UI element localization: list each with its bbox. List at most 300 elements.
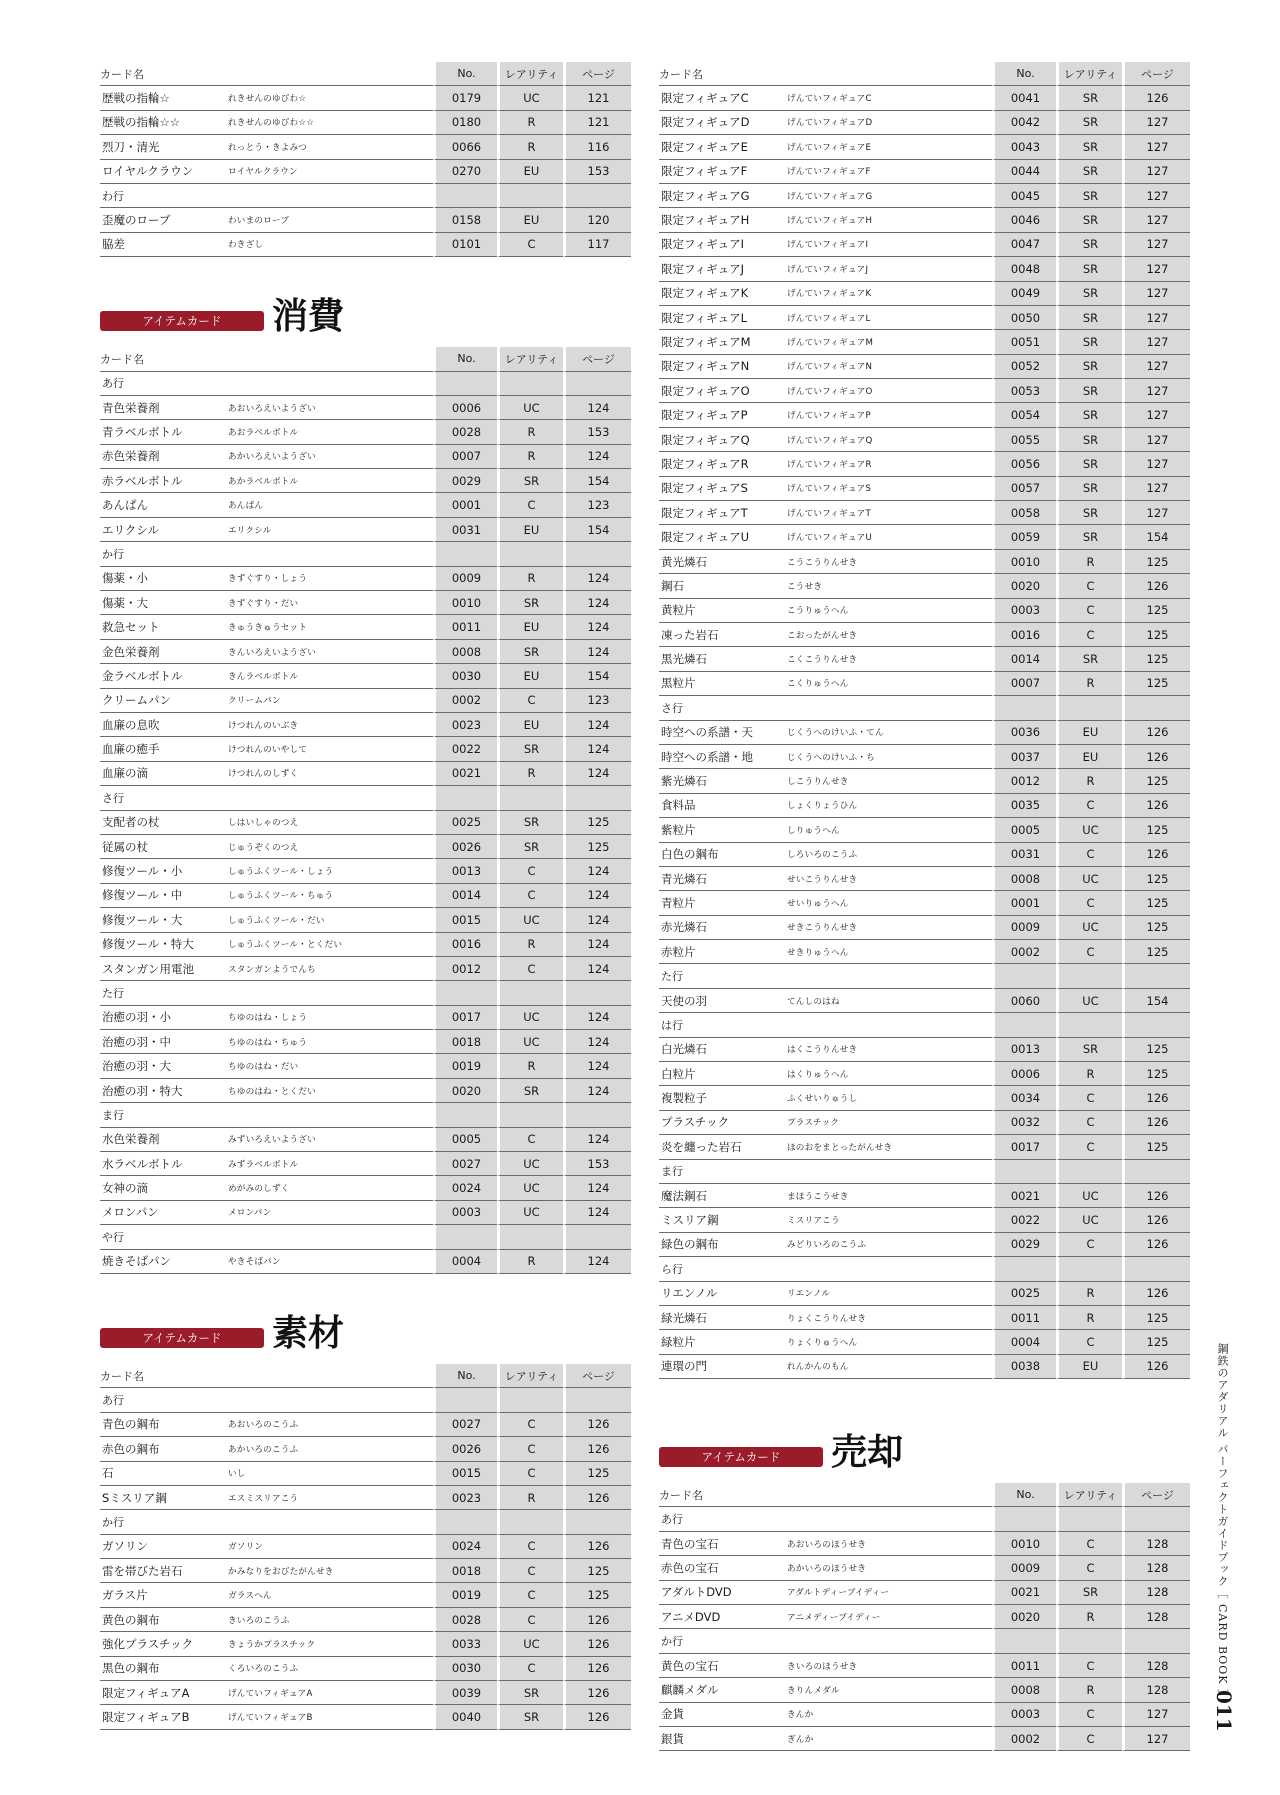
card-kana: エリクシル	[226, 518, 433, 542]
card-name: 従属の杖	[100, 835, 226, 859]
card-kana: げんていフィギュアJ	[785, 257, 992, 281]
card-no: 0042	[992, 111, 1056, 135]
card-name: 限定フィギュアQ	[659, 428, 785, 452]
card-name: 時空への系譜・地	[659, 745, 785, 769]
card-page: 127	[1122, 306, 1190, 330]
card-name: 血廉の滴	[100, 762, 226, 786]
card-page: 124	[563, 396, 631, 420]
card-no: 0014	[433, 884, 497, 908]
card-page: 126	[1122, 1208, 1190, 1232]
card-name: ロイヤルクラウン	[100, 160, 226, 184]
blank	[226, 184, 433, 208]
card-rarity: R	[497, 135, 563, 159]
card-rarity: EU	[1056, 721, 1122, 745]
card-kana: げんていフィギュアT	[785, 501, 992, 525]
card-name: 金色栄養剤	[100, 640, 226, 664]
card-page: 127	[1122, 428, 1190, 452]
card-no: 0008	[992, 1678, 1056, 1702]
card-kana: ロイヤルクラウン	[226, 160, 433, 184]
card-rarity: EU	[1056, 1355, 1122, 1379]
card-kana: じゅうぞくのつえ	[226, 835, 433, 859]
card-rarity: C	[1056, 891, 1122, 915]
card-kana: アニメディーブイディー	[785, 1605, 992, 1629]
card-no: 0179	[433, 86, 497, 110]
card-rarity: C	[1056, 1233, 1122, 1257]
card-name: プラスチック	[659, 1111, 785, 1135]
card-kana: げんていフィギュアH	[785, 208, 992, 232]
card-kana: れきせんのゆびわ☆	[226, 86, 433, 110]
card-page: 125	[1122, 672, 1190, 696]
card-name: 傷薬・大	[100, 591, 226, 615]
card-rarity: EU	[497, 518, 563, 542]
card-no: 0045	[992, 184, 1056, 208]
card-rarity: C	[1056, 574, 1122, 598]
card-page: 126	[1122, 1184, 1190, 1208]
card-kana: せきりゅうへん	[785, 940, 992, 964]
card-no: 0005	[433, 1128, 497, 1152]
card-name: 修復ツール・小	[100, 859, 226, 883]
blank	[433, 786, 497, 810]
table-row	[659, 599, 1190, 623]
card-name: 魔法鋼石	[659, 1184, 785, 1208]
table-row	[100, 640, 631, 664]
card-name: 緑光燐石	[659, 1306, 785, 1330]
card-rarity: C	[497, 1559, 563, 1583]
card-kana: げんていフィギュアQ	[785, 428, 992, 452]
table-row	[659, 111, 1190, 135]
side-caption	[1210, 1335, 1240, 1755]
card-rarity: EU	[497, 664, 563, 688]
card-rarity: SR	[497, 1681, 563, 1705]
heading-consume	[100, 285, 631, 347]
card-no: 0013	[992, 1038, 1056, 1062]
card-no: 0053	[992, 379, 1056, 403]
table-row	[659, 1184, 1190, 1208]
card-kana: ガラスへん	[226, 1583, 433, 1607]
blank	[1056, 1013, 1122, 1037]
card-no: 0033	[433, 1632, 497, 1656]
heading-sell	[659, 1421, 1189, 1483]
table-row	[659, 184, 1190, 208]
card-page: 126	[563, 1705, 631, 1729]
card-no: 0002	[992, 1727, 1056, 1751]
header-no: No.	[433, 62, 497, 86]
card-page: 125	[1122, 769, 1190, 793]
table-row	[100, 1250, 631, 1274]
table-row	[100, 933, 631, 957]
blank	[563, 1103, 631, 1127]
table-row	[659, 501, 1190, 525]
card-page: 125	[1122, 599, 1190, 623]
card-name: 黄色の鋼布	[100, 1608, 226, 1632]
card-rarity: C	[497, 1413, 563, 1437]
table-header	[100, 1364, 631, 1388]
card-kana: げんていフィギュアI	[785, 233, 992, 257]
card-no: 0003	[992, 1703, 1056, 1727]
blank	[1056, 1257, 1122, 1281]
card-kana: しはいしゃのつえ	[226, 811, 433, 835]
card-rarity: EU	[497, 713, 563, 737]
card-page: 125	[1122, 623, 1190, 647]
card-page: 125	[1122, 647, 1190, 671]
card-kana: めがみのしずく	[226, 1176, 433, 1200]
card-no: 0021	[992, 1184, 1056, 1208]
card-page: 125	[1122, 818, 1190, 842]
blank	[226, 372, 433, 396]
card-kana: しゅうふくツール・しょう	[226, 859, 433, 883]
card-kana: けつれんのいぶき	[226, 713, 433, 737]
card-rarity: R	[497, 1054, 563, 1078]
table-row	[659, 1062, 1190, 1086]
header-no: No.	[433, 1364, 497, 1388]
card-kana: みどりいろのこうふ	[785, 1233, 992, 1257]
blank	[1056, 1160, 1122, 1184]
card-name: 限定フィギュアO	[659, 379, 785, 403]
card-kana: けつれんのいやして	[226, 737, 433, 761]
blank	[226, 542, 433, 566]
card-rarity: SR	[1056, 501, 1122, 525]
blank	[497, 542, 563, 566]
left-column	[100, 62, 631, 1730]
card-no: 0060	[992, 989, 1056, 1013]
card-name: 緑粒片	[659, 1330, 785, 1354]
table-row	[659, 623, 1190, 647]
card-name: 限定フィギュアJ	[659, 257, 785, 281]
card-page: 126	[1122, 843, 1190, 867]
group-label: ら行	[659, 1257, 785, 1281]
table-row	[100, 567, 631, 591]
card-page: 124	[563, 933, 631, 957]
card-kana: じくうへのけいふ・ち	[785, 745, 992, 769]
table-row	[100, 664, 631, 688]
card-rarity: C	[1056, 843, 1122, 867]
group-label: さ行	[100, 786, 226, 810]
card-page: 124	[563, 1006, 631, 1030]
blank	[226, 981, 433, 1005]
card-kana: しこうりんせき	[785, 769, 992, 793]
card-rarity: SR	[497, 1705, 563, 1729]
card-kana: まほうこうせき	[785, 1184, 992, 1208]
card-name: 黄粒片	[659, 599, 785, 623]
table-row	[659, 330, 1190, 354]
header-page: ページ	[563, 1364, 631, 1388]
card-name: 治癒の羽・大	[100, 1054, 226, 1078]
card-rarity: R	[497, 1250, 563, 1274]
card-no: 0015	[433, 908, 497, 932]
table-row	[659, 1038, 1190, 1062]
blank	[1056, 1629, 1122, 1653]
card-rarity: C	[1056, 1086, 1122, 1110]
card-page: 128	[1122, 1605, 1190, 1629]
card-no: 0011	[992, 1654, 1056, 1678]
card-no: 0039	[433, 1681, 497, 1705]
card-kana: ガソリン	[226, 1535, 433, 1559]
table-row	[659, 452, 1190, 476]
card-name: 血廉の息吹	[100, 713, 226, 737]
card-name: 青ラベルボトル	[100, 420, 226, 444]
card-kana: れんかんのもん	[785, 1355, 992, 1379]
table-row	[100, 1632, 631, 1656]
card-no: 0020	[992, 1605, 1056, 1629]
table-row	[659, 525, 1190, 549]
table-row	[100, 233, 631, 257]
table-row	[659, 818, 1190, 842]
blank	[433, 981, 497, 1005]
card-page: 127	[1122, 452, 1190, 476]
card-rarity: SR	[1056, 86, 1122, 110]
card-page: 128	[1122, 1678, 1190, 1702]
card-page: 125	[1122, 1038, 1190, 1062]
card-page: 126	[1122, 721, 1190, 745]
card-name: 赤色栄養剤	[100, 445, 226, 469]
blank	[785, 1013, 992, 1037]
table-row	[100, 689, 631, 713]
card-kana: げんていフィギュアM	[785, 330, 992, 354]
card-name: 銀貨	[659, 1727, 785, 1751]
card-kana: あかいろのこうふ	[226, 1437, 433, 1461]
header-no: No.	[992, 62, 1056, 86]
table-row	[659, 403, 1190, 427]
card-kana: あかいろのほうせき	[785, 1556, 992, 1580]
card-name: 黒粒片	[659, 672, 785, 696]
card-rarity: R	[497, 420, 563, 444]
card-rarity: SR	[1056, 135, 1122, 159]
table-row	[659, 1532, 1190, 1556]
card-name: 黄光燐石	[659, 550, 785, 574]
table-row	[100, 1681, 631, 1705]
card-page: 125	[563, 1559, 631, 1583]
table-material-continued	[659, 62, 1190, 1379]
table-row	[659, 721, 1190, 745]
table-row	[100, 591, 631, 615]
table-row	[100, 493, 631, 517]
card-name: ガソリン	[100, 1535, 226, 1559]
card-kana: ほのおをまとったがんせき	[785, 1135, 992, 1159]
card-name: 限定フィギュアH	[659, 208, 785, 232]
header-blank	[785, 1483, 992, 1507]
card-rarity: C	[497, 884, 563, 908]
table-row	[100, 469, 631, 493]
card-no: 0018	[433, 1030, 497, 1054]
card-page: 124	[563, 859, 631, 883]
card-page: 124	[563, 884, 631, 908]
card-name: 赤色の宝石	[659, 1556, 785, 1580]
card-kana: せいりゅうへん	[785, 891, 992, 915]
blank	[992, 1507, 1056, 1531]
table-row	[659, 672, 1190, 696]
category-tag: アイテムカード	[659, 1447, 823, 1467]
card-page: 127	[1122, 233, 1190, 257]
card-page: 127	[1122, 111, 1190, 135]
card-page: 123	[563, 689, 631, 713]
blank	[226, 1225, 433, 1249]
card-kana: げんていフィギュアD	[785, 111, 992, 135]
card-kana: げんていフィギュアE	[785, 135, 992, 159]
card-name: 黒光燐石	[659, 647, 785, 671]
header-blank	[226, 62, 433, 86]
card-kana: げんていフィギュアA	[226, 1681, 433, 1705]
card-name: 緑色の鋼布	[659, 1233, 785, 1257]
card-no: 0013	[433, 859, 497, 883]
card-name: 赤光燐石	[659, 916, 785, 940]
card-page: 125	[1122, 916, 1190, 940]
group-label: か行	[100, 542, 226, 566]
card-kana: げんていフィギュアC	[785, 86, 992, 110]
card-kana: ちゆのはね・しょう	[226, 1006, 433, 1030]
card-page: 121	[563, 111, 631, 135]
card-kana: スタンガンようでんち	[226, 957, 433, 981]
card-name: 紫光燐石	[659, 769, 785, 793]
right-column	[659, 62, 1189, 1751]
card-no: 0010	[992, 1532, 1056, 1556]
table-row	[659, 1135, 1190, 1159]
card-rarity: C	[1056, 1654, 1122, 1678]
heading-material	[100, 1302, 631, 1364]
card-name: アダルトDVD	[659, 1581, 785, 1605]
card-name: 限定フィギュアM	[659, 330, 785, 354]
card-page: 127	[1122, 355, 1190, 379]
card-page: 126	[1122, 1282, 1190, 1306]
card-rarity: R	[1056, 769, 1122, 793]
card-name: 修復ツール・大	[100, 908, 226, 932]
card-page: 127	[1122, 379, 1190, 403]
card-no: 0055	[992, 428, 1056, 452]
card-kana: しゅうふくツール・とくだい	[226, 933, 433, 957]
card-no: 0046	[992, 208, 1056, 232]
card-name: リエンノル	[659, 1282, 785, 1306]
blank	[1056, 964, 1122, 988]
blank	[785, 1629, 992, 1653]
card-page: 121	[563, 86, 631, 110]
table-row	[100, 1462, 631, 1486]
card-kana: エスミスリアこう	[226, 1486, 433, 1510]
card-page: 124	[563, 762, 631, 786]
card-page: 125	[1122, 1135, 1190, 1159]
card-kana: ちゆのはね・とくだい	[226, 1079, 433, 1103]
card-page: 127	[1122, 403, 1190, 427]
table-row	[659, 1111, 1190, 1135]
card-kana: やきそばパン	[226, 1250, 433, 1274]
card-kana: クリームパン	[226, 689, 433, 713]
card-no: 0025	[433, 811, 497, 835]
group-row	[100, 372, 631, 396]
blank	[226, 1103, 433, 1127]
table-consume	[100, 347, 631, 1274]
group-label: あ行	[659, 1507, 785, 1531]
card-rarity: R	[1056, 1678, 1122, 1702]
card-kana: れきせんのゆびわ☆☆	[226, 111, 433, 135]
card-kana: こうりゅうへん	[785, 599, 992, 623]
card-rarity: SR	[1056, 330, 1122, 354]
card-kana: ミスリアこう	[785, 1208, 992, 1232]
card-kana: くろいろのこうふ	[226, 1657, 433, 1681]
card-page: 125	[1122, 1062, 1190, 1086]
group-label: あ行	[100, 1388, 226, 1412]
card-name: 限定フィギュアR	[659, 452, 785, 476]
table-row	[100, 713, 631, 737]
group-label: わ行	[100, 184, 226, 208]
card-name: メロンパン	[100, 1201, 226, 1225]
table-row	[659, 891, 1190, 915]
card-kana: みずラベルボトル	[226, 1152, 433, 1176]
card-kana: ちゆのはね・だい	[226, 1054, 433, 1078]
blank	[992, 1257, 1056, 1281]
card-name: 連環の門	[659, 1355, 785, 1379]
card-kana: きんラベルボトル	[226, 664, 433, 688]
card-kana: きりんメダル	[785, 1678, 992, 1702]
card-no: 0101	[433, 233, 497, 257]
card-page: 124	[563, 713, 631, 737]
card-name: 青色の鋼布	[100, 1413, 226, 1437]
card-no: 0047	[992, 233, 1056, 257]
group-label: か行	[100, 1510, 226, 1534]
blank	[1122, 1013, 1190, 1037]
card-rarity: SR	[497, 640, 563, 664]
card-rarity: EU	[497, 615, 563, 639]
card-page: 126	[1122, 745, 1190, 769]
card-rarity: UC	[1056, 916, 1122, 940]
card-kana: あおいろえいようざい	[226, 396, 433, 420]
card-no: 0011	[433, 615, 497, 639]
card-rarity: SR	[1056, 355, 1122, 379]
blank	[433, 1510, 497, 1534]
card-no: 0029	[433, 469, 497, 493]
card-kana: りょくこうりんせき	[785, 1306, 992, 1330]
card-name: 麒麟メダル	[659, 1678, 785, 1702]
blank	[992, 1160, 1056, 1184]
table-row	[100, 86, 631, 110]
card-no: 0031	[992, 843, 1056, 867]
card-no: 0010	[433, 591, 497, 615]
card-no: 0015	[433, 1462, 497, 1486]
card-page: 124	[563, 957, 631, 981]
card-rarity: C	[1056, 1703, 1122, 1727]
card-name: 限定フィギュアE	[659, 135, 785, 159]
card-name: 限定フィギュアA	[100, 1681, 226, 1705]
card-rarity: SR	[1056, 428, 1122, 452]
card-rarity: SR	[497, 811, 563, 835]
table-row	[100, 1657, 631, 1681]
card-no: 0058	[992, 501, 1056, 525]
card-kana: ぎんか	[785, 1727, 992, 1751]
card-page: 125	[1122, 891, 1190, 915]
card-page: 126	[563, 1535, 631, 1559]
card-name: 歴戦の指輪☆	[100, 86, 226, 110]
card-name: 治癒の羽・特大	[100, 1079, 226, 1103]
card-no: 0004	[992, 1330, 1056, 1354]
card-name: 歪魔のローブ	[100, 208, 226, 232]
card-name: 赤ラベルボトル	[100, 469, 226, 493]
blank	[1056, 1507, 1122, 1531]
card-kana: しろいろのこうふ	[785, 843, 992, 867]
card-name: 血廉の癒手	[100, 737, 226, 761]
card-kana: ちゆのはね・ちゅう	[226, 1030, 433, 1054]
card-kana: リエンノル	[785, 1282, 992, 1306]
card-page: 123	[563, 493, 631, 517]
card-rarity: C	[1056, 940, 1122, 964]
card-no: 0019	[433, 1583, 497, 1607]
card-no: 0009	[992, 1556, 1056, 1580]
card-page: 120	[563, 208, 631, 232]
card-page: 124	[563, 1030, 631, 1054]
card-no: 0024	[433, 1535, 497, 1559]
blank	[992, 696, 1056, 720]
page-number: 011	[1212, 1690, 1236, 1732]
card-no: 0020	[433, 1079, 497, 1103]
card-page: 153	[563, 420, 631, 444]
card-rarity: SR	[1056, 160, 1122, 184]
card-rarity: SR	[1056, 525, 1122, 549]
